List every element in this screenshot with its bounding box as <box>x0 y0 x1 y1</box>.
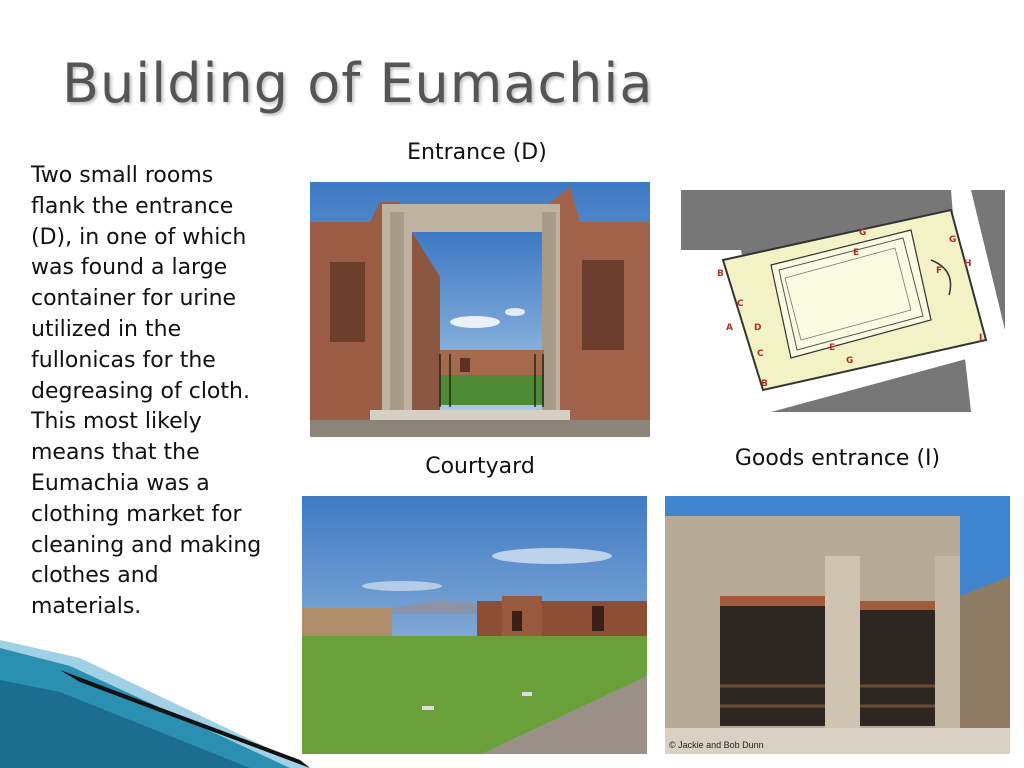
plan-label-d: D <box>754 323 762 333</box>
courtyard-photo <box>302 496 647 754</box>
plan-label-f: F <box>936 266 943 276</box>
slide-body-text: Two small rooms flank the entrance (D), in one of which was found a large container for urine utilized in the fullonicas for the degreasing of cloth. This most likely means that the Eumachia was a clothing market for cleaning and making clothes and materials. <box>31 163 262 620</box>
floor-plan <box>681 190 1005 412</box>
plan-label-b1: B <box>717 269 724 279</box>
photo-copyright: © Jackie and Bob Dunn <box>669 740 764 750</box>
plan-label-a: A <box>726 323 733 333</box>
caption-courtyard: Courtyard <box>425 454 535 479</box>
plan-label-c2: C <box>757 349 764 359</box>
plan-label-e1: E <box>853 248 860 258</box>
caption-goods-entrance: Goods entrance (I) <box>734 446 941 471</box>
plan-label-h: H <box>964 259 972 269</box>
plan-label-g3: G <box>846 356 854 366</box>
caption-entrance: Entrance (D) <box>407 140 547 165</box>
plan-label-g2: G <box>949 235 957 245</box>
plan-label-b2: B <box>761 379 768 389</box>
entrance-photo <box>310 182 650 437</box>
slide-title: Building of Eumachia <box>62 52 654 115</box>
goods-entrance-photo <box>665 496 1010 754</box>
plan-label-e2: E <box>829 343 836 353</box>
plan-label-c1: C <box>737 299 744 309</box>
plan-label-g1: G <box>859 228 867 238</box>
decorative-swoosh <box>0 640 320 768</box>
plan-label-j: J <box>979 333 983 343</box>
